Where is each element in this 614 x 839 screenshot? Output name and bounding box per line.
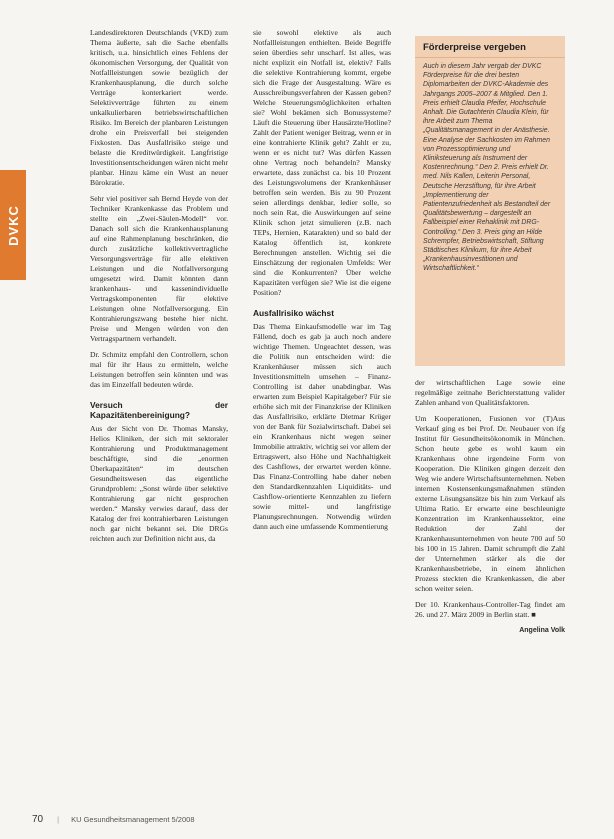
section-heading: Versuch der Kapazitätenbereinigung? xyxy=(90,400,228,420)
paragraph: Sehr viel positiver sah Bernd Heyde von der Techniker Krankenkasse das Problem und stellte ein „Zwei-Säulen-Modell“ vor. Danach soll sich die Krankenhausplanung auf eine Rahmenplanung beschränken, die durch zusätzliche kollektivvertragliche Versorgungsverträge für alle elektiven Leistungen und die Notfallversorgung umgesetzt wird. Damit könnten dann krankenhaus- und kassenindividuelle Vertragskomponenten für elektive Leistungen ohne Notfallversorgung. Ein Kontrahierungszwang bestehe hier nicht. Preise und Mengen würden von den Vertragspartnern verhandelt. xyxy=(90,194,228,343)
author-name: Angelina Volk xyxy=(519,627,565,634)
section-tab-label: DVKC xyxy=(5,204,21,246)
footer-divider: | xyxy=(57,815,60,824)
paragraph: Landesdirektoren Deutschlands (VKD) zum Thema äußerte, sah die Sache ebenfalls kritisch, u.a. hinsichtlich eines Fehlens der ökonomischen Versorgung, der Qualität von Notfallleistungen sowie bezüglich der Krankenhausplanung, die durch solche Verträge konterkariert werde. Selektivverträge führten zu einem unkalkulierbaren betriebswirtschaftlichen Risiko. Im Bereich der planbaren Leistungen drohe ein Preisverfall bei steigenden Fixkosten. Das Ausfallrisiko steige und belaste die Kreditwürdigkeit. Langfristige Investitionsentscheidungen wären nicht mehr planbar. Hinzu käme ein Wust an neuer Bürokratie. xyxy=(90,28,228,187)
page-number: 70 xyxy=(32,814,44,825)
article-column-1 xyxy=(90,28,228,550)
article-column-2 xyxy=(253,28,391,538)
paragraph: Um Kooperationen, Fusionen vor (T)Aus Verkauf ging es bei Prof. Dr. Neubauer von ifg Institut für Gesundheitsökonomik in München. Schon heute gebe es wohl kaum ein Krankenhaus ohne irgendeine Form von Kooperation. Die Kliniken gingen derzeit den Weg wie andere Wirtschaftsunternehmen. Neben internen Kostensenkungsmaßnahmen stünden externe Lösungsansätze bis hin zum Verkauf als Ultima Ratio. Er erwarte eine beschleunigte Konzentration im Krankenhaussektor, eine Reduktion der Zahl der Krankenhausunternehmen von heute 700 auf 50 bis 100 in 15 Jahren. Damit schrumpft die Zahl der Unternehmen stärker als die der Krankenhausbetriebe, in einem ähnlichen Prozess steckten die Krankenkassen, die aber schon weiter seien. xyxy=(415,414,565,593)
article-column-3 xyxy=(415,378,565,636)
info-box-text: Auch in diesem Jahr vergab der DVKC Förderpreise für die drei besten Diplomarbeiten der DVKC-Akademie des Jahrgangs 2005–2007 & Mitglied. Den 1. Preis erhielt Claudia Pfeifer, Hochschule Anhalt. Die Gutachterin Claudia Klein, für ihre Arbeit zum Thema „Qualitätsmanagement in der Anästhesie. Eine Analyse der Sachkosten im Rahmen von Prozessoptimierung und Kliniksteuerung als Instrument der Kostenrechnung.“ Den 2. Preis erhielt Dr. med. Nils Kallen, Leiterin Personal, Deutsche Herzstiftung, für ihre Arbeit „Implementierung der Patientenzufriedenheit als Bestandteil der Qualitätsbewertung – dargestellt an Fallbeispiel einer Rehaklinik mit DRG-Controlling.“ Den 3. Preis ging an Hilde Schrempfer, Betriebswirtschaft, Stiftung Städtisches Klinikum, für ihre Arbeit „Krankenhausinvestitionen und Wirtschaftlichkeit.“ xyxy=(423,63,551,273)
section-heading: Ausfallrisiko wächst xyxy=(253,308,334,318)
section-tab xyxy=(0,170,26,280)
paragraph: Aus der Sicht von Dr. Thomas Mansky, Helios Kliniken, der sich mit sektoraler Kontrahierung und Produktmanagement beschäftigte, sind die „enormen Überkapazitäten“ im deutschen Gesundheitswesen das eigentliche Grundproblem: „Sonst würde über selektive Kontrahierung gar nicht gesprochen werden.“ Mansky verwies darauf, dass der Katalog der frei kontrahierbaren Leistungen noch gar nicht bekannt sei. Die DRGs reichten auch zur Definition nicht aus, da xyxy=(90,424,228,543)
paragraph: Dr. Schmitz empfahl den Controllern, schon mal für ihr Haus zu ermitteln, welche Leistungen betroffen sein könnten und was das im Einzelfall bedeuten würde. xyxy=(90,350,228,389)
page-footer xyxy=(32,814,592,825)
paragraph: der wirtschaftlichen Lage sowie eine regelmäßige zeitnahe Berichterstattung valider Zahlen anhand von Qualitätsfaktoren. xyxy=(415,378,565,407)
paragraph: Der 10. Krankenhaus-Controller-Tag findet am 26. und 27. März 2009 in Berlin statt. ■ xyxy=(415,600,565,619)
publication-source: KU Gesundheitsmanagement 5/2008 xyxy=(71,815,195,824)
paragraph: sie sowohl elektive als auch Notfallleistungen enthielten. Beide Begriffe seien überdies sehr unscharf. Ist alles, was nicht explizit ein Notfall ist, elektiv? Falls die selektive Kontrahierung kommt, ergebe sich die Frage der Ausgestaltung. Wäre es Ausschreibungsverfahren der Kassen geben? Welche Steuerungsmöglichkeiten erhalten sie? Wohl bekämen sich Bonussysteme? Läuft die Steuerung über Hausärzte/Hotline? Zahlt der Patient weniger Beitrag, wenn er in eine kontrahierte Klinik geht? Zahlt er zu, wenn er es nicht tut? Was dürfen Kassen ohne Vertrag noch behandeln? Mansky erwartete, dass zunächst ca. bis 10 Prozent des Leistungsvolumens der Krankenhäuser betroffen sein werden. Bis zu 90 Prozent seien allerdings denkbar, ledier solle, so noch sein Rat, die Auswirkungen auf seine Klinik schon jetzt simulieren (z.B. nach TEPs, Hernien, Katarakten) und so bald der Katalog öffentlich ist, konkrete Berechnungen anstellen. Wichtig sei die Einschätzung der regionalen Umfelds: Wer sind die Konkurrenten? Über welche Kapazitäten verfügen sie? Wie ist die eigene Position? xyxy=(253,28,391,297)
info-box-title: Förderpreise vergeben xyxy=(415,36,565,58)
paragraph: Das Thema Einkaufsmodelle war im Tag Fällend, doch es gab ja auch noch andere wichtige Themen. Ungeachtet dessen, was die Politik nun entscheiden wird: die Krankenhäuser müssen sich auch Investitionsmitteln umsehen – Finanz-Controlling ist daher unabdingbar. Was erwarten zum Beispiel Kapitalgeber? Für sie erhöhe sich mit der Finanzkrise der Kliniken das Ausfallrisiko, erklärte Dietmar Krüger von der Bank für Sozialwirtschaft. Dabei sei ein Krankenhaus nicht wegen seiner Immobilie attraktiv, wichtig sei vor allem der Ertragswert, also Höhe und Nachhaltigkeit des Cashflows, der erwartet werden könne. Das Finanz-Controlling habe daher neben den Standardkennzahlen Liquiditäts- und Cashflow-orientierte Kennzahlen zu liefern sowie mittel- und langfristige Planungsrechnungen. Notwendig würden dann auch eine umfassende Kommentierung xyxy=(253,322,391,531)
info-box xyxy=(415,36,565,366)
